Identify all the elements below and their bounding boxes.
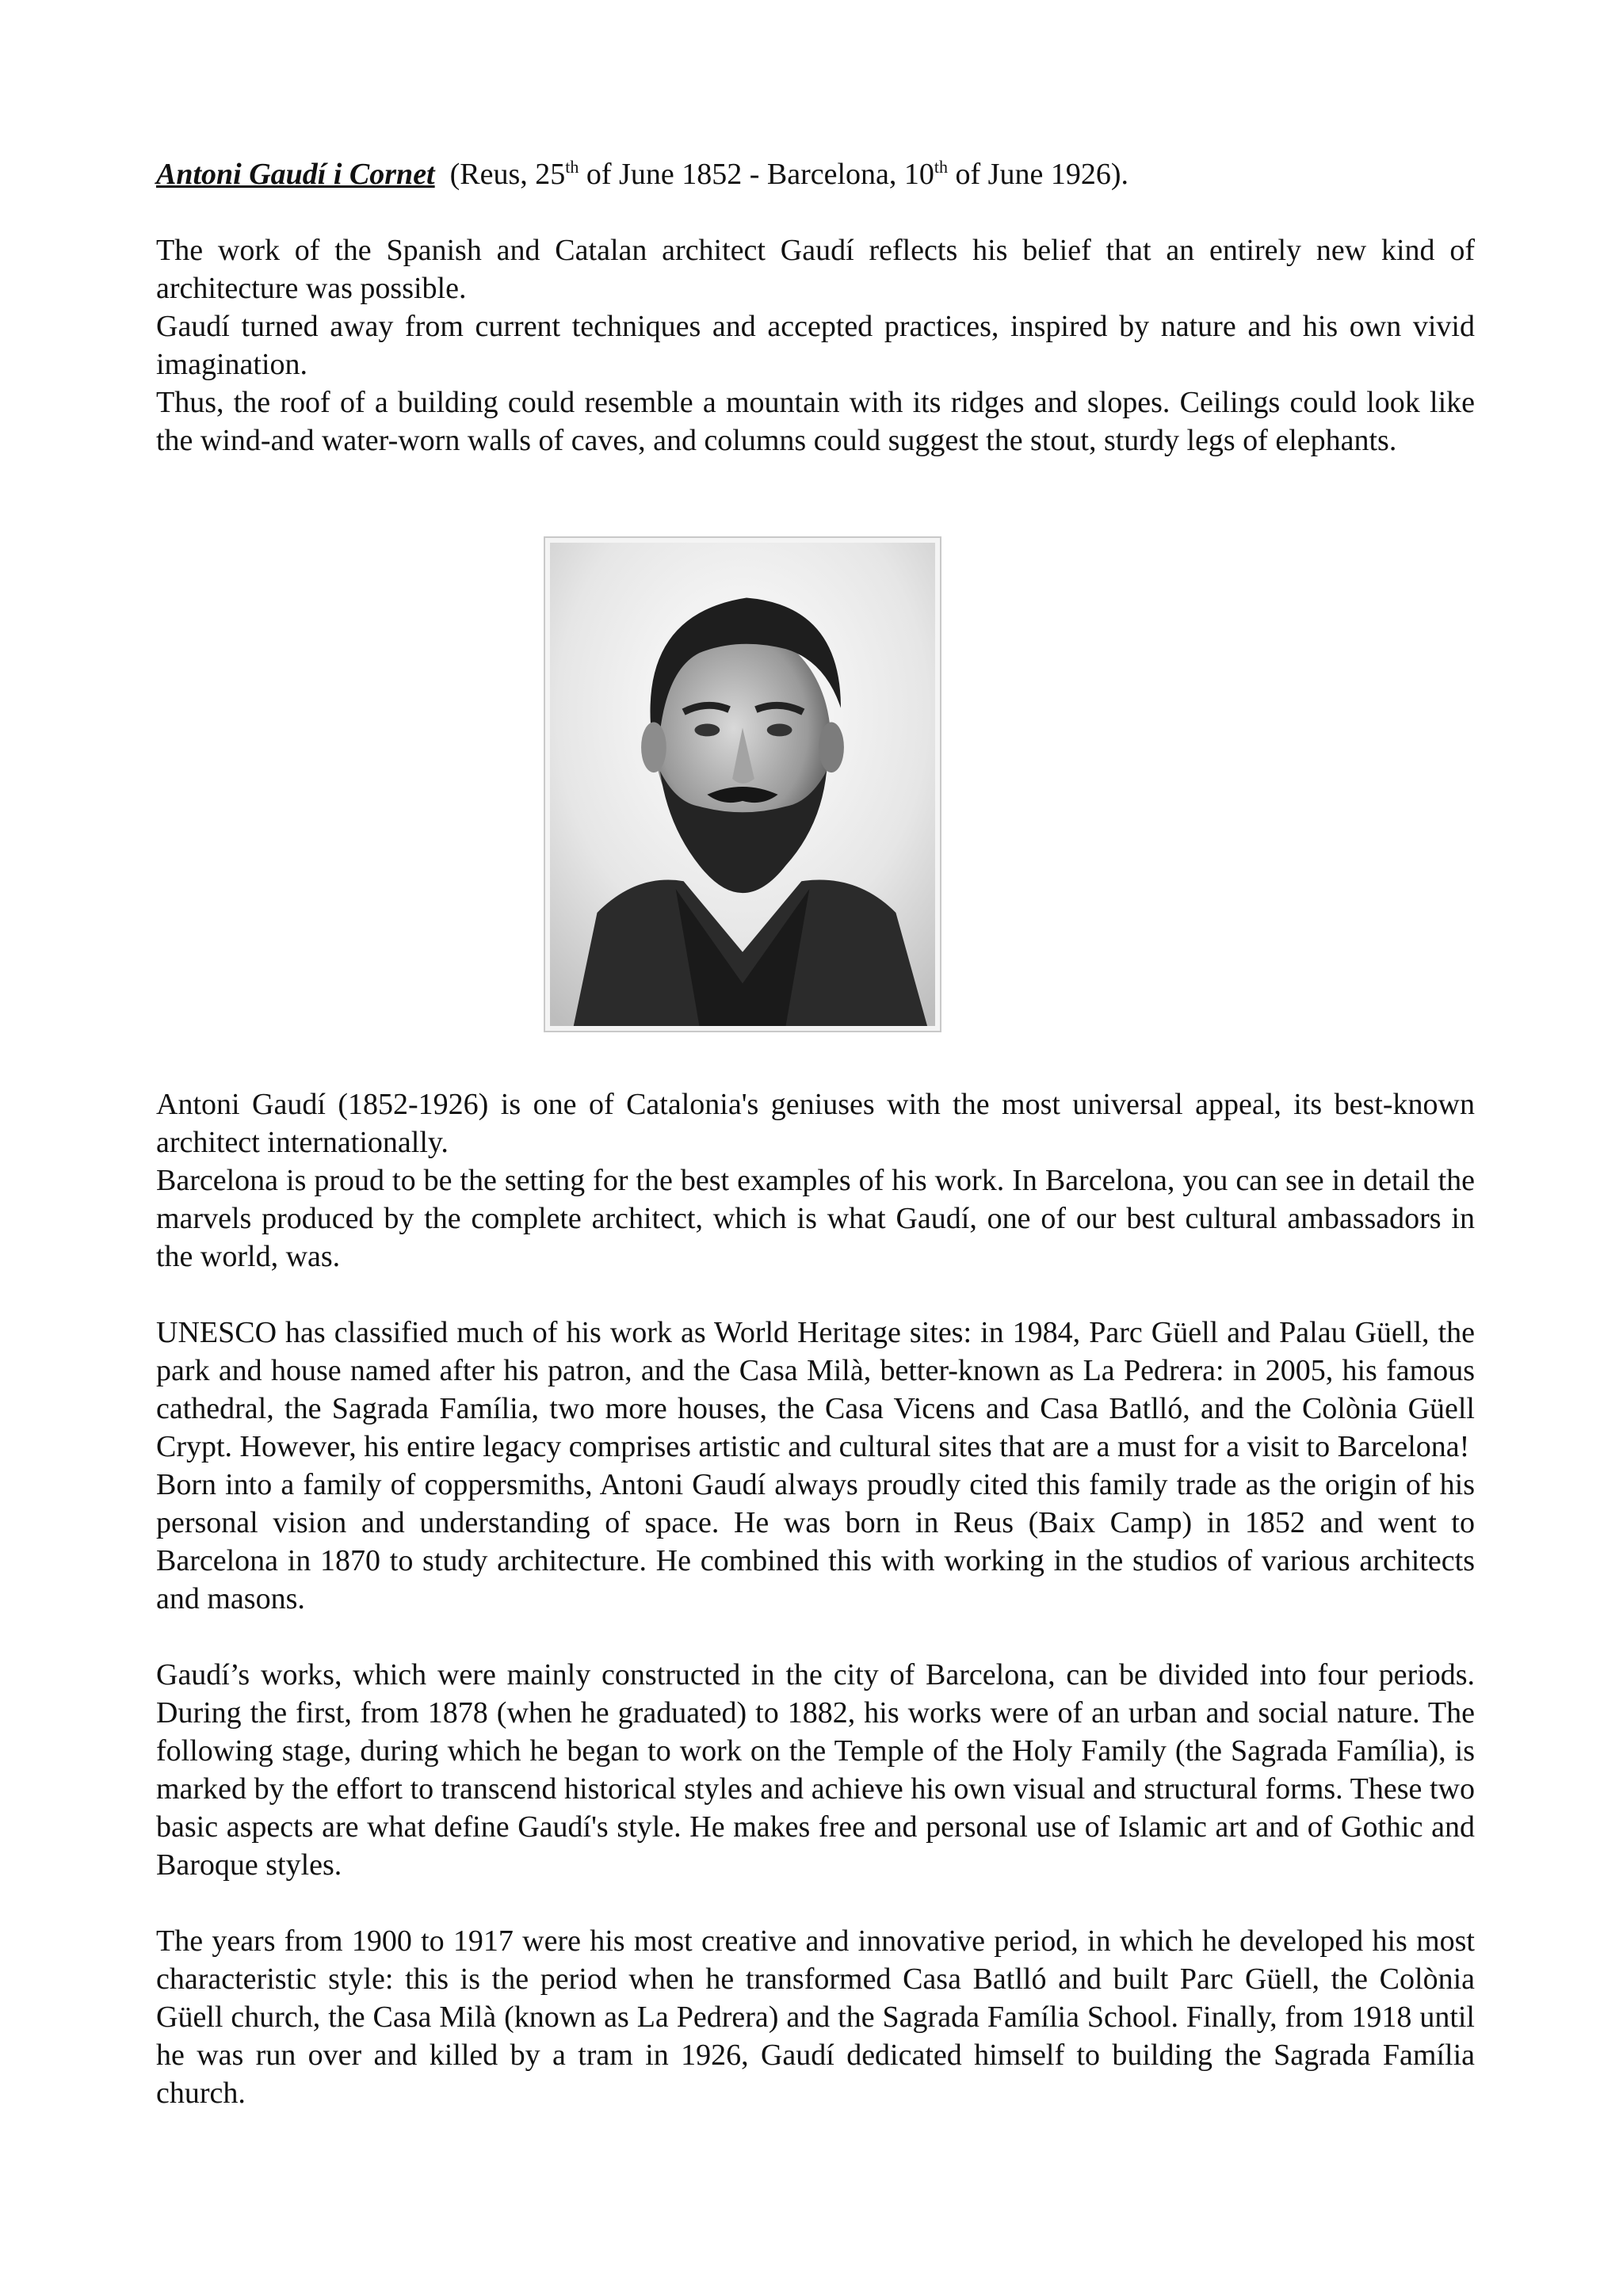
intro-section [156, 231, 1475, 460]
intro-paragraph-2: Gaudí turned away from current techniques and accepted practices, inspired by nature and his own vivid imagination. [156, 310, 1475, 381]
intro-paragraph-3: Thus, the roof of a building could resemble a mountain with its ridges and slopes. Ceilings could look like the wind-and water-worn walls of caves, and columns could suggest the stout, sturdy legs of elephants. [156, 386, 1475, 457]
body-paragraph-4: Born into a family of coppersmiths, Antoni Gaudí always proudly cited this family trade as the origin of his personal vision and understanding of space. He was born in Reus (Baix Camp) in 1852 and went to Barcelona in 1870 to study architecture. He combined this with working in the studios of various architects and masons. [156, 1468, 1475, 1615]
birth-day-suffix: th [565, 157, 579, 177]
body-paragraph-6: The years from 1900 to 1917 were his most creative and innovative period, in which he developed his most characteristic style: this is the period when he transformed Casa Batlló and built Parc Güell, the Colònia Güell church, the Casa Milà (known as La Pedrera) and the Sagrada Família School. Finally, from 1918 until he was run over and killed by a tram in 1926, Gaudí dedicated himself to building the Sagrada Família church. [156, 1924, 1475, 2110]
architect-name: Antoni Gaudí i Cornet [156, 158, 435, 191]
portrait-image [550, 543, 935, 1026]
title-dates-pre: (Reus, 25 [434, 158, 566, 191]
portrait-photo [544, 536, 941, 1032]
title-dates-mid: of June 1852 - Barcelona, 10 [579, 158, 934, 191]
body-paragraph-1: Antoni Gaudí (1852-1926) is one of Catalonia's geniuses with the most universal appeal, its best-known architect internationally. [156, 1088, 1475, 1159]
body-section [156, 1085, 1475, 2112]
body-paragraph-2: Barcelona is proud to be the setting for the best examples of his work. In Barcelona, you can see in detail the marvels produced by the complete architect, which is what Gaudí, one of our best cultural ambassadors in the world, was. [156, 1164, 1475, 1273]
intro-paragraph-1: The work of the Spanish and Catalan architect Gaudí reflects his belief that an entirely new kind of architecture was possible. [156, 234, 1475, 305]
title-line [156, 155, 1475, 193]
body-paragraph-3: UNESCO has classified much of his work as World Heritage sites: in 1984, Parc Güell and Palau Güell, the park and house named after his patron, and the Casa Milà, better-known as La Pedrera: in 2005, his famous cathedral, the Sagrada Família, two more houses, the Casa Vicens and Casa Batlló, and the Colònia Güell Crypt. However, his entire legacy comprises artistic and cultural sites that are a must for a visit to Barcelona! [156, 1316, 1475, 1463]
body-spacer-3 [156, 1884, 1475, 1922]
body-spacer [156, 1276, 1475, 1314]
body-spacer-2 [156, 1618, 1475, 1656]
death-day-suffix: th [934, 157, 949, 177]
title-dates-post: of June 1926). [948, 158, 1128, 191]
body-paragraph-5: Gaudí’s works, which were mainly constructed in the city of Barcelona, can be divided into four periods. During the first, from 1878 (when he graduated) to 1882, his works were of an urban and social nature. The following stage, during which he began to work on the Temple of the Holy Family (the Sagrada Família), is marked by the effort to transcend historical styles and achieve his own visual and structural forms. These two basic aspects are what define Gaudí's style. He makes free and personal use of Islamic art and of Gothic and Baroque styles. [156, 1658, 1475, 1882]
